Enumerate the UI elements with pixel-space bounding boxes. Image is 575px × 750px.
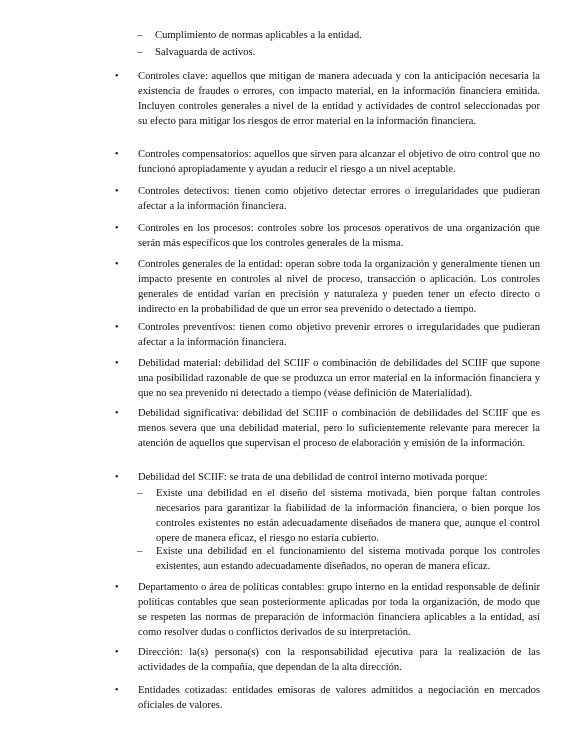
definition-text: Departamento o área de políticas contables: grupo interno en la entidad responsable de definir políticas contables que sean posteriormente aplicadas por toda la organización, de modo que se respeten las normas de preparación de información financiera aplicables a la entidad, así como resolver dudas o conflictos derivados de su interpretación. xyxy=(138,582,540,638)
bullet-icon: • xyxy=(115,582,119,593)
dash-marker: – xyxy=(137,546,143,557)
definition-text: Controles generales de la entidad: operan sobre toda la organización y generalmente tienen un impacto presente en controles al nivel de proceso, transacción o aplicación. Los controles generales de entidad varían en precisión y naturaleza y pueden tener un efecto directo o indirecto en la probabilidad de que un error sea prevenido o detectado a tiempo. xyxy=(138,259,540,315)
bullet-icon: • xyxy=(115,223,119,234)
bullet-icon: • xyxy=(115,259,119,270)
bullet-icon: • xyxy=(115,71,119,82)
list-subitem-text: Existe una debilidad en el diseño del sistema motivada, bien porque faltan controles necesarios para garantizar la fiabilidad de la información financiera, o bien porque los controles existentes no están adecuadamente diseñados de manera que, aunque el control opere de manera eficaz, el riesgo no estaría cubierto. xyxy=(156,488,540,544)
bullet-icon: • xyxy=(115,685,119,696)
definition-text: Debilidad significativa: debilidad del SCIIF o combinación de debilidades del SCIIF que es menos severa que una debilidad material, pero lo suficientemente relevante para merecer la atención de aquellos que supervisan el proceso de elaboración y emisión de la información. xyxy=(138,408,540,449)
definition-text: Controles clave: aquellos que mitigan de manera adecuada y con la anticipación necesaria la existencia de fraudes o errores, con impacto material, en la información financiera emitida. Incluyen controles generales a nivel de la entidad y actividades de control seleccionadas por su efecto para mitigar los riesgos de error material en la información financiera. xyxy=(138,71,540,127)
bullet-icon: • xyxy=(115,647,119,658)
bullet-icon: • xyxy=(115,322,119,333)
dash-marker: – xyxy=(137,488,143,499)
bullet-icon: • xyxy=(115,408,119,419)
list-subitem-text: Cumplimiento de normas aplicables a la entidad. xyxy=(155,30,362,41)
definition-text: Controles preventivos: tienen como objetivo prevenir errores o irregularidades que pudieran afectar a la información financiera. xyxy=(138,322,540,348)
definition-text: Controles detectivos: tienen como objetivo detectar errores o irregularidades que pudieran afectar a la información financiera. xyxy=(138,186,540,212)
definition-text: Controles en los procesos: controles sobre los procesos operativos de una organización que serán más específicos que los controles generales de la misma. xyxy=(138,223,540,249)
dash-marker: – xyxy=(137,47,143,58)
bullet-icon: • xyxy=(115,149,119,160)
list-subitem-text: Existe una debilidad en el funcionamiento del sistema motivada porque los controles existentes, aun estando adecuadamente diseñados, no operan de manera eficaz. xyxy=(156,546,540,572)
definition-text: Entidades cotizadas: entidades emisoras de valores admitidos a negociación en mercados oficiales de valores. xyxy=(138,685,540,711)
definition-text: Debilidad del SCIIF: se trata de una debilidad de control interno motivada porque: xyxy=(138,472,488,483)
definition-text: Debilidad material: debilidad del SCIIF o combinación de debilidades del SCIIF que supone una posibilidad razonable de que se produzca un error material en la información financiera y que no sea prevenido ni detectado a tiempo (véase definición de Materialidad). xyxy=(138,358,540,399)
bullet-icon: • xyxy=(115,472,119,483)
bullet-icon: • xyxy=(115,186,119,197)
definition-text: Dirección: la(s) persona(s) con la responsabilidad ejecutiva para la realización de las actividades de la compañía, que dependan de la alta dirección. xyxy=(138,647,540,673)
dash-marker: – xyxy=(137,30,143,41)
definition-text: Controles compensatorios: aquellos que sirven para alcanzar el objetivo de otro control que no funcionó apropiadamente y ayudan a reducir el riesgo a un nivel aceptable. xyxy=(138,149,540,175)
list-subitem-text: Salvaguarda de activos. xyxy=(155,47,256,58)
bullet-icon: • xyxy=(115,358,119,369)
